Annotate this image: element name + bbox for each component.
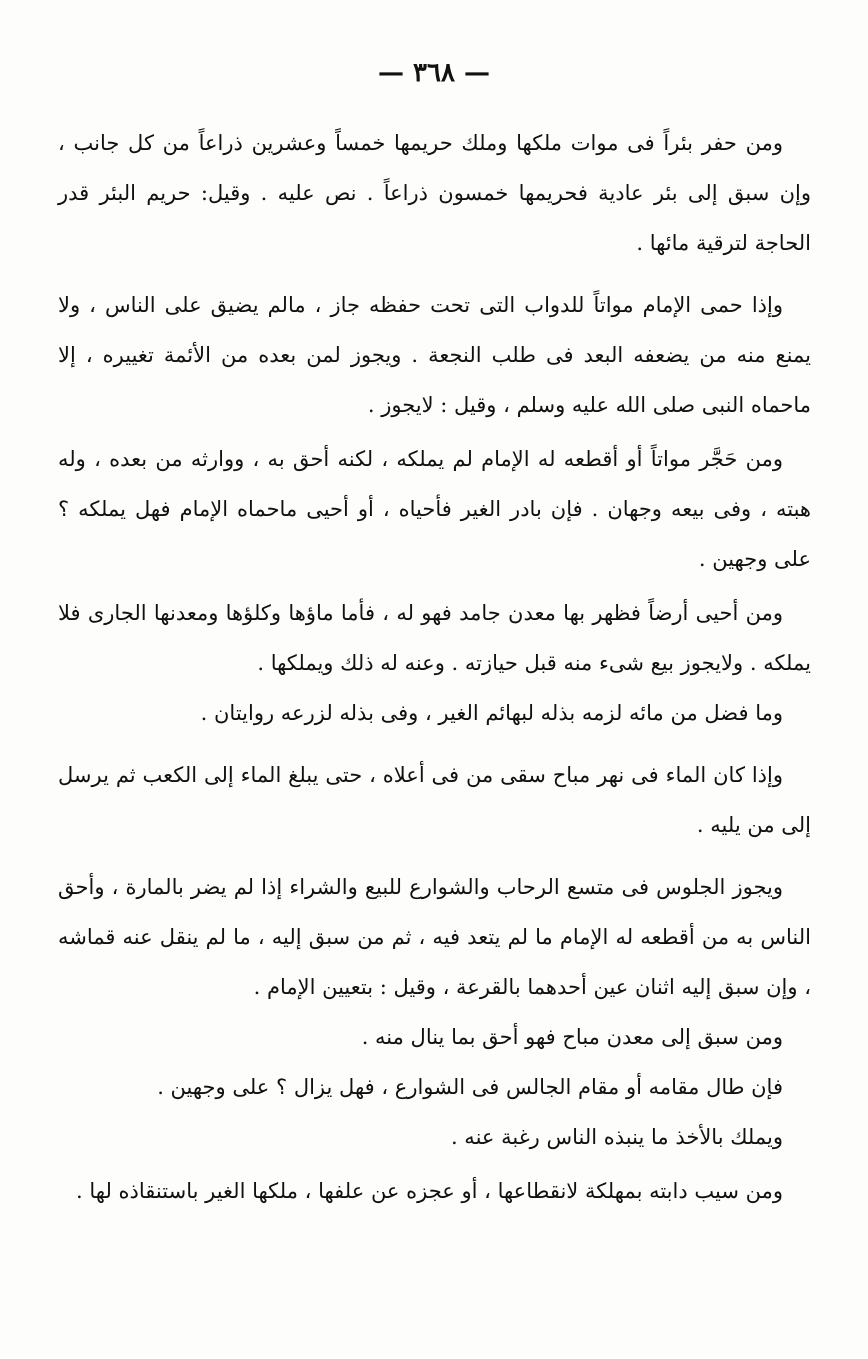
paragraph: ومن أحيى أرضاً فظهر بها معدن جامد فهو له ، فأما ماؤها وكلؤها ومعدنها الجارى فلا يملكه . ولايجوز بيع شىء منه قبل حيازته . وعنه له ذلك ويملكها . xyxy=(58,601,811,675)
paragraph: ومن حفر بئراً فى موات ملكها وملك حريمها خمساً وعشرين ذراعاً من كل جانب ، وإن سبق إلى بئر عادية فحريمها خمسون ذراعاً . نص عليه . وقيل: حريم البئر قدر الحاجة لترقية مائها . xyxy=(58,131,811,255)
page-number: — ٣٦٨ — xyxy=(377,58,491,88)
paragraph: ويجوز الجلوس فى متسع الرحاب والشوارع للبيع والشراء إذا لم يضر بالمارة ، وأحق الناس به من أقطعه له الإمام ما لم يتعد فيه ، ثم من سبق إليه ، ما لم ينقل عنه قماشه ، وإن سبق إليه اثنان عين أحدهما بالقرعة ، وقيل : بتعيين الإمام . xyxy=(58,875,811,999)
paragraph: ومن حَجَّر مواتاً أو أقطعه له الإمام لم يملكه ، لكنه أحق به ، ووارثه من بعده ، وله هبته ، وفى بيعه وجهان . فإن بادر الغير فأحياه ، أو أحيى ماحماه الإمام فهل يملكه ؟ على وجهين . xyxy=(58,447,811,571)
page-body xyxy=(58,118,811,1216)
paragraph: ويملك بالأخذ ما ينبذه الناس رغبة عنه . xyxy=(450,1125,783,1149)
paragraph: وما فضل من مائه لزمه بذله لبهائم الغير ، وفى بذله لزرعه روايتان . xyxy=(200,701,783,725)
paragraph: ومن سبق إلى معدن مباح فهو أحق بما ينال منه . xyxy=(361,1025,783,1049)
paragraph: ومن سيب دابته بمهلكة لانقطاعها ، أو عجزه عن علفها ، ملكها الغير باستنقاذه لها . xyxy=(76,1179,783,1203)
paragraph: فإن طال مقامه أو مقام الجالس فى الشوارع ، فهل يزال ؟ على وجهين . xyxy=(157,1075,783,1099)
paragraph: وإذا حمى الإمام مواتاً للدواب التى تحت حفظه جاز ، مالم يضيق على الناس ، ولا يمنع منه من يضعفه البعد فى طلب النجعة . ويجوز لمن بعده من الأئمة تغييره ، إلا ماحماه النبى صلى الله عليه وسلم ، وقيل : لايجوز . xyxy=(58,293,811,417)
paragraph: وإذا كان الماء فى نهر مباح سقى من فى أعلاه ، حتى يبلغ الماء إلى الكعب ثم يرسل إلى من يليه . xyxy=(58,763,811,837)
